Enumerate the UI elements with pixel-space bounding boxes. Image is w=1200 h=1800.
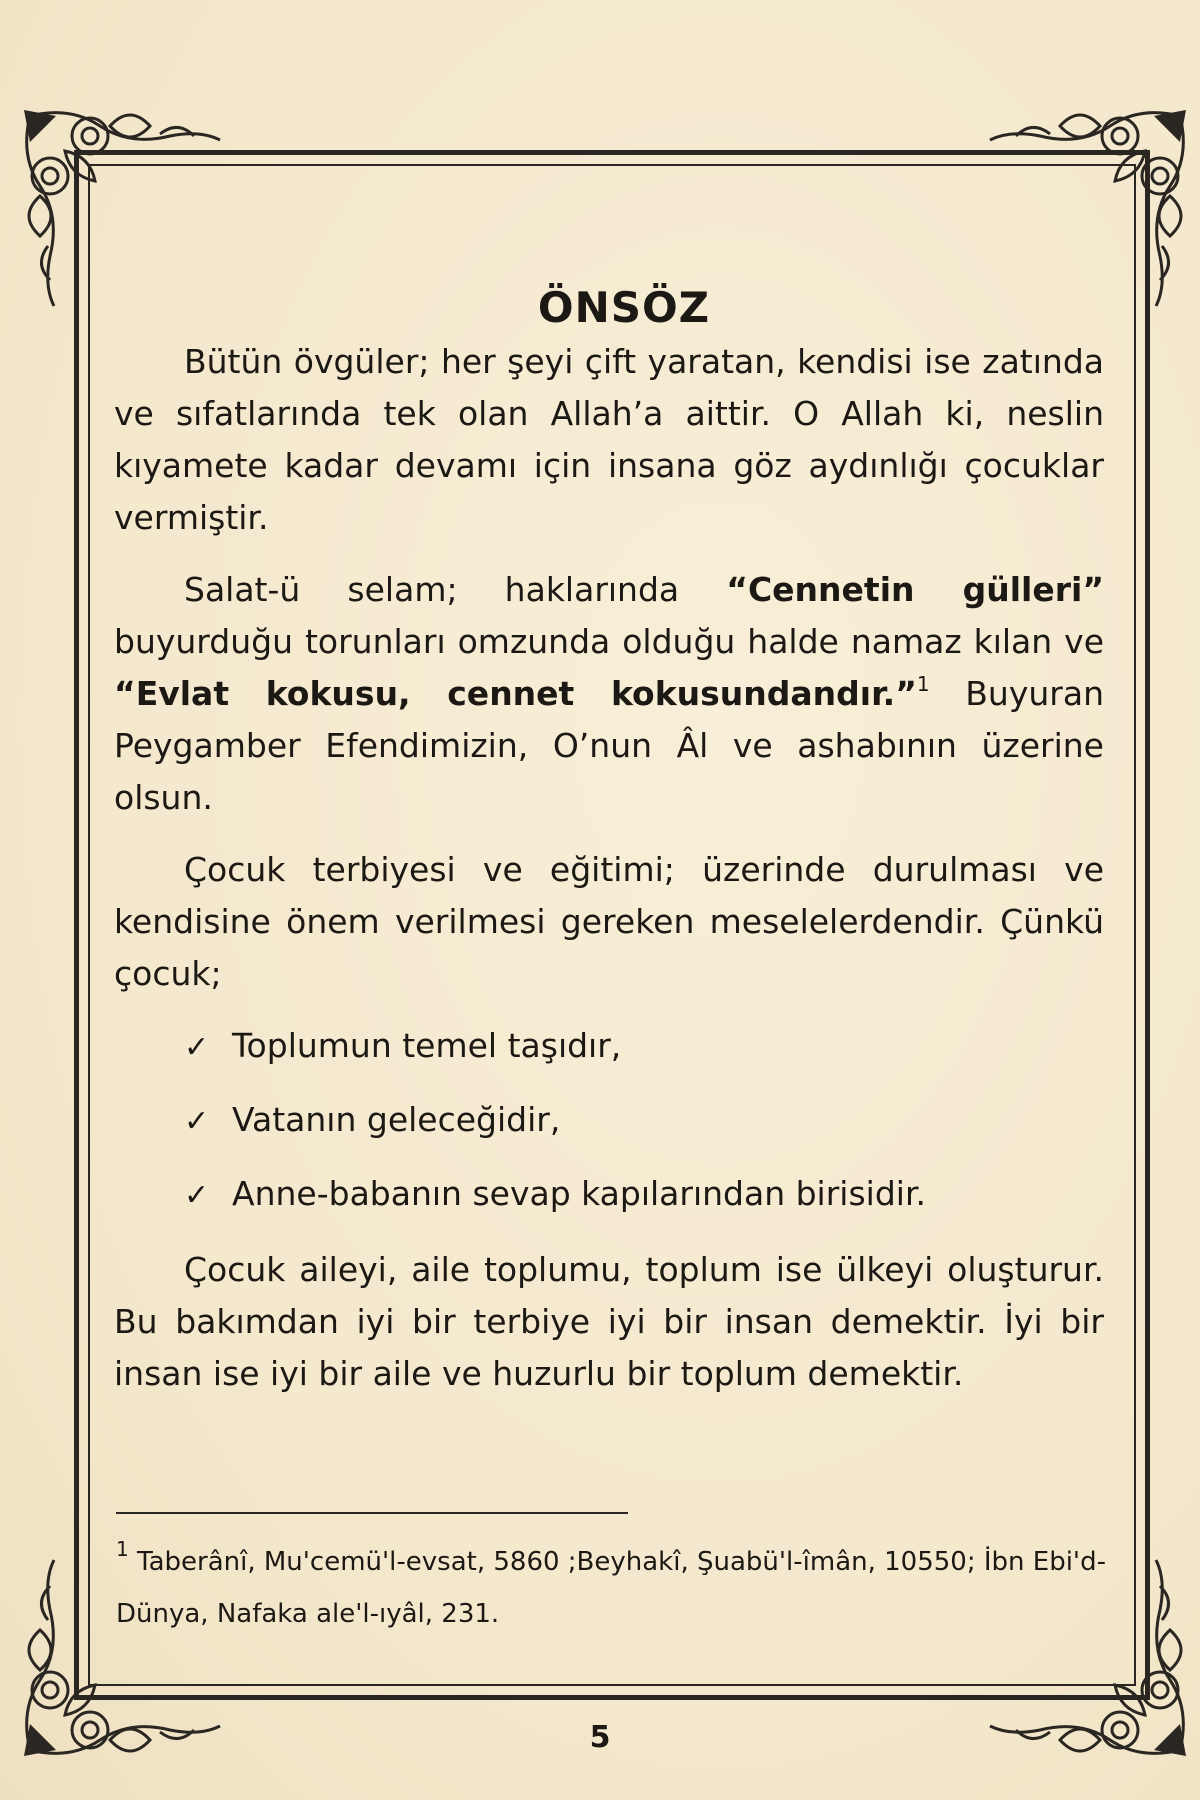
checklist [114,1020,1104,1222]
list-item-text: Anne-babanın sevap kapılarından birisidir. [232,1174,926,1213]
footnote-text: Taberânî, Mu'cemü'l-evsat, 5860 ;Beyhakî, Şuabü'l-îmân, 10550; İbn Ebi'd-Dünya, Nafaka ale'l-ıyâl, 231. [116,1547,1106,1629]
footnote [116,1536,1106,1640]
paragraph-2-part-1: Salat-ü selam; haklarında [184,570,727,609]
list-item [184,1020,1104,1074]
footnote-divider [116,1512,628,1514]
paragraph-1: Bütün övgüler; her şeyi çift yaratan, kendisi ise zatında ve sıfatlarında tek olan Allah’a aittir. O Allah ki, neslin kıyamete kadar devamı için insana göz aydınlığı çocuklar vermiştir. [114,342,1104,537]
paragraph-2-part-2: buyurduğu torunları omzunda olduğu halde namaz kılan ve [114,622,1104,661]
paragraph-2 [114,564,1104,824]
footnote-reference: 1 [916,672,930,696]
check-icon: ✓ [184,1104,210,1139]
footnote-number: 1 [116,1537,129,1561]
list-item [184,1168,1104,1222]
list-item-text: Toplumun temel taşıdır, [232,1026,622,1065]
quote-cennetin-gulleri: “Cennetin gülleri” [726,570,1105,609]
quote-evlat-kokusu: “Evlat kokusu, cennet kokusundandır.” [114,674,917,713]
page-title: ÖNSÖZ [537,283,711,332]
list-item [184,1094,1104,1148]
page-number: 5 [589,1720,611,1755]
paragraph-3: Çocuk terbiyesi ve eğitimi; üzerinde durulması ve kendisine önem verilmesi gereken meselelerdendir. Çünkü çocuk; [114,850,1104,993]
list-item-text: Vatanın geleceğidir, [232,1100,561,1139]
check-icon: ✓ [184,1030,210,1065]
paragraph-4: Çocuk aileyi, aile toplumu, toplum ise ülkeyi oluşturur. Bu bakımdan iyi bir terbiye iyi bir insan demektir. İyi bir insan ise iyi bir aile ve huzurlu bir toplum demektir. [114,1250,1104,1393]
page-content [114,280,1104,1420]
paragraph-2-part-3: Buyuran Peygamber Efendimizin, O’nun Âl ve ashabının üzerine olsun. [114,674,1104,817]
check-icon: ✓ [184,1178,210,1213]
